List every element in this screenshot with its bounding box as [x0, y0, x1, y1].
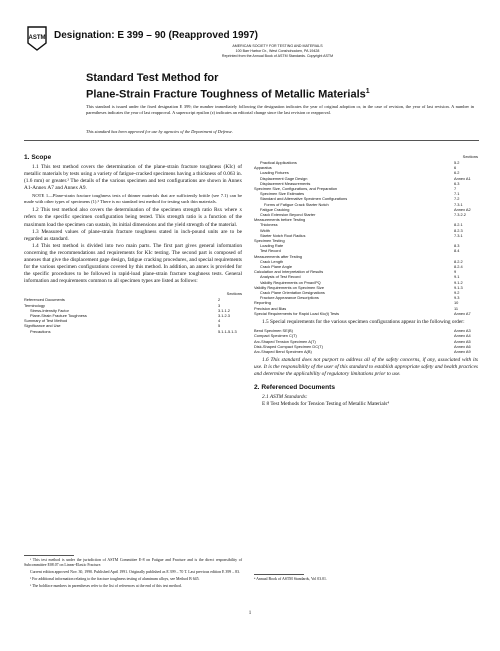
toc-section-number: Annex A7	[454, 310, 471, 316]
toc-label: Reporting	[254, 300, 271, 306]
toc-label: Crack Plane Angle	[260, 264, 293, 270]
document-title	[86, 72, 466, 102]
toc-label: Displacement Measurements	[260, 180, 311, 186]
toc-label: Validity Requirements on Pmax/PQ	[260, 279, 321, 285]
toc-section-number: 8.2.1	[454, 222, 463, 228]
issuance-notice: This standard is issued under the fixed designation E 399; the number immediately following the designation indicates the year of original adoption or, in the case of revision, the year of last revision. A number in parentheses indicates the year of last reapproval. A superscript epsilon (ε) indicates an editorial change since the last revision or reapproval.	[86, 104, 474, 115]
svg-text:ASTM: ASTM	[28, 35, 46, 41]
right-column	[254, 154, 478, 408]
toc-label: Bend Specimen SE(B)	[254, 328, 293, 334]
specimen-annex-list	[254, 328, 478, 354]
toc-label: Crack Extension Beyond Starter	[260, 212, 316, 218]
toc-label: Plane-Strain Fracture Toughness	[30, 313, 87, 319]
toc-row	[254, 349, 478, 354]
toc-row	[24, 329, 242, 334]
toc-section-number: 11	[454, 305, 459, 311]
paragraph-1-5: 1.5 Special requirements for the various specimen configurations appear in the following order:	[262, 319, 465, 326]
paragraph-2-1: 2.1 ASTM Standards:	[262, 394, 308, 401]
footnote: Current edition approved Nov. 30, 1990. Published April 1991. Originally published as E 399 – 70 T. Last previous edition E 399 – 83.	[30, 570, 240, 574]
paragraph-1-4: 1.4 This test method is divided into two main parts. The first part gives general information concerning the recommendations and requirements for KIc testing. The second part is composed of annexes that give the displacement gage design, fatigue cracking procedures, and special requirements for the various specimen configurations covered by this method. In addition, an annex is provided for the specific procedures to be followed in rapid-load plane-strain fracture toughness tests. General information and requirements common to all specimen types are listed as follows:	[24, 242, 242, 285]
paragraph-1-3: 1.3 Measured values of plane-strain fracture toughness stated in inch-pound units are to be regarded as standard.	[24, 228, 242, 242]
toc-section-number: 9.2	[454, 290, 460, 296]
toc-label: Specimen Testing	[254, 238, 285, 244]
page-number: 1	[248, 611, 252, 616]
toc-section-number: Annex A2	[454, 206, 471, 212]
toc-section-number: Annex A5	[454, 338, 471, 344]
toc-section-number: Annex A3	[454, 328, 471, 334]
title-footnote-mark: 1	[365, 88, 370, 95]
toc-section-number: 3.1.2.3	[218, 313, 230, 319]
toc-section-number: Annex A6	[454, 343, 471, 349]
footnotes	[24, 555, 242, 591]
left-column	[24, 154, 242, 334]
toc-label: Loading Fixtures	[260, 170, 289, 176]
scope-heading: 1. Scope	[24, 154, 52, 161]
toc-label: Referenced Documents	[24, 297, 65, 303]
toc-section-number: Annex A9	[454, 349, 471, 354]
toc-section-number: 6	[454, 165, 457, 171]
paragraph-1-1: 1.1 This test method covers the determination of the plane-strain fracture toughness (KIc) of metallic materials by tests using a variety of fatigue-cracked specimens having a thickness of 0.063 in. (1.6 mm) or greater.² The details of the various specimen and test configurations are shown in Annex A1-Annex A7 and Annex A9.	[24, 164, 242, 192]
society-line: Reprinted from the Annual Book of ASTM Standards. Copyright ASTM	[221, 54, 334, 58]
toc-label: Crack Length	[260, 258, 284, 264]
toc-section-number: 5	[218, 323, 221, 329]
toc-label: Disk-Shaped Compact Specimen DC(T)	[254, 343, 323, 349]
toc-label: Fatigue Cracking	[260, 206, 290, 212]
toc-section-number: 7.1	[454, 191, 460, 197]
toc-label: Apparatus	[254, 165, 272, 171]
toc-section-number: 9.1.2	[454, 279, 463, 285]
toc-section-number: 3.1.1.2	[218, 307, 230, 313]
dod-approval: This standard has been approved for use by agencies of the Department of Defense.	[86, 129, 233, 134]
toc-label: Thickness	[260, 222, 278, 228]
toc-section-number: 6.3	[454, 180, 460, 186]
toc-label: Forms of Fatigue Crack Starter Notch	[264, 201, 329, 207]
right-toc	[254, 160, 478, 316]
toc-section-number: 10	[454, 300, 459, 306]
toc-label: Validity Requirements on Specimen Size	[254, 284, 324, 290]
toc-label: Special Requirements for Rapid Load KIc(t) Tests	[254, 310, 340, 316]
title-line-1: Standard Test Method for	[86, 72, 219, 84]
toc-label: Compact Specimen C(T)	[254, 333, 297, 339]
toc-section-number: 5.2	[454, 160, 460, 165]
toc-label: Starter Notch Root Radius	[260, 232, 306, 238]
toc-label: Standard and Alternative Specimen Configurations	[260, 196, 348, 202]
paragraph-1-6: 1.6 This standard does not purport to address all of the safety concerns, if any, associated with its use. It is the responsibility of the user of this standard to establish appropriate safety and health practices and determine the applicability of regulatory limitations prior to use.	[254, 357, 478, 378]
toc-section-number: Annex A4	[454, 333, 471, 339]
toc-section-number: 4	[218, 318, 221, 324]
toc-sections-header: Sections	[226, 291, 242, 297]
toc-section-number: 9	[454, 269, 457, 275]
toc-section-number: 8.3	[454, 243, 460, 249]
footnote: ³ The boldface numbers in parentheses refer to the list of references at the end of this test method.	[30, 584, 182, 588]
toc-section-number: Annex A1	[454, 175, 471, 181]
toc-label: Arc-Shaped Bend Specimen A(B)	[254, 349, 312, 354]
footnote: ² For additional information relating to the fracture toughness testing of aluminum alloys, see Method B 645.	[30, 577, 200, 581]
toc-section-number: 7.3.2.2	[454, 212, 466, 218]
toc-section-number: 8.4	[454, 248, 460, 254]
title-line-2	[86, 85, 466, 102]
header-divider	[24, 140, 479, 141]
toc-label: Specimen Size Estimates	[260, 191, 305, 197]
left-toc	[24, 297, 242, 333]
toc-row	[254, 311, 478, 316]
toc-label: Fracture Appearance Descriptions	[260, 295, 319, 301]
toc-label: Significance and Use	[24, 323, 61, 329]
note-1: NOTE 1—Plane-strain fracture toughness tests of thinner materials that are sufficiently brittle (see 7.1) can be made with other types of specimens (1).³ There is no standard test method for testing such thin materials.	[24, 193, 242, 205]
toc-section-number: 8.2.2	[454, 258, 463, 264]
toc-label: Stress-Intensity Factor	[30, 307, 69, 313]
designation: Designation: E 399 – 90 (Reapproved 1997)	[54, 30, 258, 41]
society-header	[150, 44, 405, 59]
standard-e8: E 8 Test Methods for Tension Testing of Metallic Materials⁴	[262, 401, 390, 408]
paragraph-1-2: 1.2 This test method also covers the determination of the specimen strength ratio Rsx where x refers to the specific specimen configuration being tested. This strength ratio is a function of the maximum load the specimen can sustain, its initial dimensions and the yield strength of the material.	[24, 207, 242, 228]
toc-label: Arc-Shaped Tension Specimen A(T)	[254, 338, 316, 344]
toc-label: Crack Plane Orientation Designations	[260, 290, 325, 296]
toc-section-number: 7.3.1	[454, 201, 463, 207]
toc-label: Summary of Test Method	[24, 318, 68, 324]
toc-section-number: 8.2.3	[454, 227, 463, 233]
toc-section-number: 7	[454, 186, 457, 192]
toc-label: Loading Rate	[260, 243, 284, 249]
right-footnote	[254, 574, 478, 582]
toc-label: Test Record	[260, 248, 281, 254]
toc-label: Specimen Size, Configurations, and Preparation	[254, 186, 338, 192]
toc-label: Calculation and Interpretation of Results	[254, 269, 324, 275]
toc-sections-header: Sections	[462, 154, 478, 159]
toc-label: Analysis of Test Record	[260, 274, 301, 280]
toc-section-number: 6.2	[454, 170, 460, 176]
toc-section-number: 7.3.1	[454, 232, 463, 238]
toc-label: Displacement Gage Design	[260, 175, 308, 181]
toc-label: Width	[260, 227, 270, 233]
astm-logo	[26, 25, 48, 51]
toc-section-number: 7.2	[454, 196, 460, 202]
toc-section-number: 8.2.4	[454, 264, 463, 270]
toc-section-number: 9.1.3	[454, 284, 463, 290]
toc-label: Measurements before Testing	[254, 217, 306, 223]
footnote: ¹ This test method is under the jurisdiction of ASTM Committee E-8 on Fatigue and Fracture and is the direct responsibility of Subcommittee E08.07 on Linear-Elastic Fracture.	[24, 558, 242, 567]
society-line: 100 Barr Harbor Dr., West Conshohocken, PA 19428	[235, 49, 320, 53]
toc-section-number: 9.3	[454, 295, 460, 301]
toc-label: Precautions	[30, 328, 51, 334]
toc-section-number: 9.1	[454, 274, 460, 280]
footnote-divider	[254, 574, 304, 575]
toc-section-number: 2	[218, 297, 221, 303]
footnote-divider	[24, 555, 74, 556]
toc-label: Terminology	[24, 302, 45, 308]
society-line: AMERICAN SOCIETY FOR TESTING AND MATERIALS	[232, 44, 323, 48]
referenced-documents-heading: 2. Referenced Documents	[254, 384, 335, 392]
title-main: Plane-Strain Fracture Toughness of Metallic Materials	[86, 88, 366, 101]
toc-section-number: 3	[218, 302, 221, 308]
toc-label: Practical Applications	[260, 160, 297, 165]
footnote: ⁴ Annual Book of ASTM Standards, Vol 03.01.	[254, 577, 327, 581]
toc-label: Measurements after Testing	[254, 253, 302, 259]
toc-label: Precision and Bias	[254, 305, 287, 311]
toc-section-number: 5.1.1-5.1.3	[218, 328, 237, 334]
